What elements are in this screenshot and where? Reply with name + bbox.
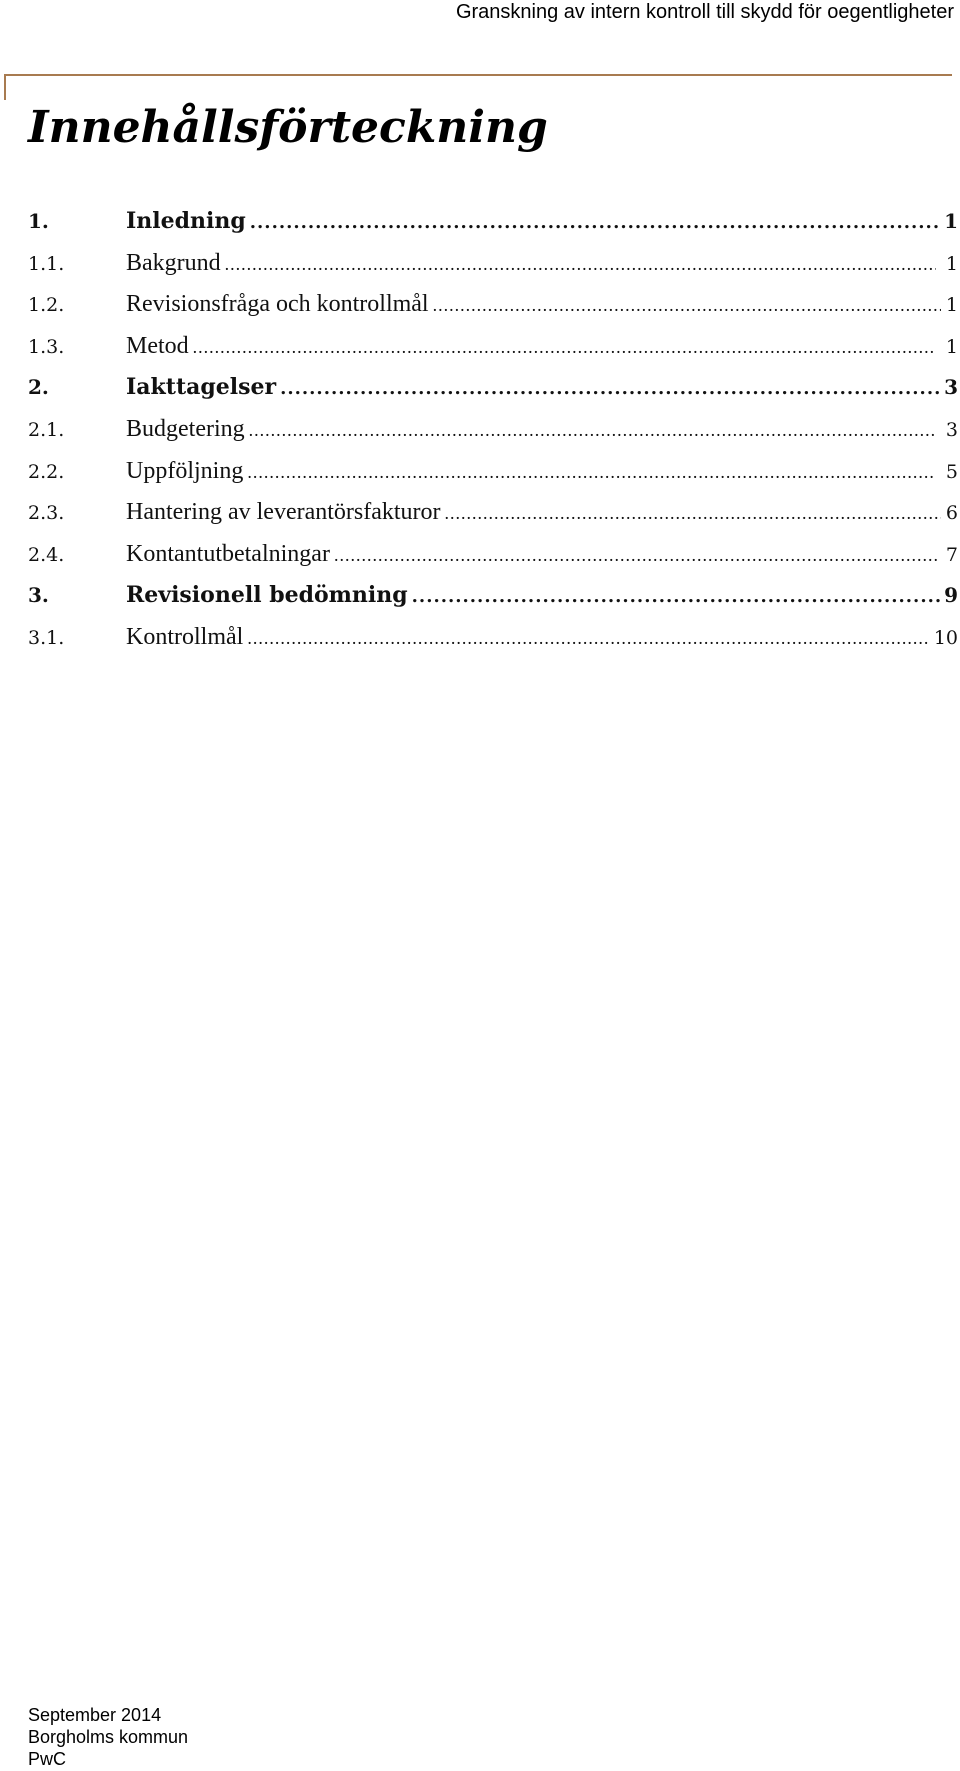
toc-entry-title: Uppföljning xyxy=(126,457,244,484)
toc-entry-number: 1.3. xyxy=(28,335,65,358)
toc-dot-leader xyxy=(247,618,929,660)
toc-entry-page: 9 xyxy=(944,583,958,608)
page-footer xyxy=(28,1704,188,1770)
toc-entry[interactable] xyxy=(28,451,958,493)
toc-entry[interactable] xyxy=(28,409,958,451)
toc-entry-title: Iakttagelser xyxy=(126,374,277,401)
toc-dot-leader xyxy=(280,368,940,410)
toc-entry-page: 7 xyxy=(945,543,958,566)
toc-entry-number: 2.1. xyxy=(28,418,65,441)
toc-entry-title: Revisionsfråga och kontrollmål xyxy=(126,291,429,318)
toc-dot-leader xyxy=(249,410,937,452)
toc-entry-title: Revisionell bedömning xyxy=(126,582,408,609)
toc-dot-leader xyxy=(247,452,936,494)
toc-dot-leader xyxy=(334,535,939,577)
toc-dot-leader xyxy=(445,493,942,535)
toc-entry-page: 1 xyxy=(945,252,958,275)
toc-entry-page: 1 xyxy=(945,335,958,358)
toc-entry-page: 1 xyxy=(945,294,958,317)
toc-entry[interactable] xyxy=(28,617,958,659)
footer-date: September 2014 xyxy=(28,1705,162,1725)
toc-entry-number: 2.3. xyxy=(28,502,65,525)
toc-entry-title: Budgetering xyxy=(126,415,245,442)
header-rule xyxy=(4,74,952,76)
toc-entry-number: 1. xyxy=(28,209,49,233)
toc-entry-page: 3 xyxy=(945,418,958,441)
toc-entry-title: Kontrollmål xyxy=(126,623,244,650)
toc-dot-leader xyxy=(193,327,935,369)
toc-entry[interactable] xyxy=(28,284,958,326)
toc-dot-leader xyxy=(225,244,936,286)
footer-organization: Borgholms kommun xyxy=(28,1727,189,1747)
running-header: Granskning av intern kontroll till skydd för oegentligheter xyxy=(455,1,954,23)
toc-entry-number: 2. xyxy=(28,375,49,400)
toc-entry-title: Kontantutbetalningar xyxy=(126,540,330,567)
footer-company: PwC xyxy=(28,1749,67,1769)
toc-entry[interactable] xyxy=(28,326,958,368)
toc-entry[interactable] xyxy=(28,201,958,243)
toc-entry-page: 3 xyxy=(944,375,958,400)
toc-entry[interactable] xyxy=(28,534,958,576)
toc-entry[interactable] xyxy=(28,575,958,617)
toc-entry-title: Inledning xyxy=(126,208,246,234)
toc-entry-title: Metod xyxy=(126,332,189,359)
toc-entry-number: 1.1. xyxy=(28,252,65,275)
toc-entry-number: 3. xyxy=(28,583,49,608)
toc-entry[interactable] xyxy=(28,492,958,534)
toc-entry[interactable] xyxy=(28,243,958,285)
header-rule-corner xyxy=(4,74,6,100)
toc-entry-page: 10 xyxy=(933,626,958,649)
toc-entry-page: 1 xyxy=(944,209,958,233)
toc-entry-number: 2.4. xyxy=(28,543,65,566)
toc-dot-leader xyxy=(412,576,940,618)
toc-entry-title: Bakgrund xyxy=(126,249,221,276)
toc-entry-number: 3.1. xyxy=(28,626,65,649)
toc-heading: Innehållsförteckning xyxy=(28,102,548,153)
toc-entry-number: 1.2. xyxy=(28,294,65,317)
toc-entry-title: Hantering av leverantörsfakturor xyxy=(126,499,441,526)
toc-entry-page: 5 xyxy=(945,460,958,483)
toc-entry-page: 6 xyxy=(945,502,958,525)
toc-entry[interactable] xyxy=(28,367,958,409)
toc-dot-leader xyxy=(250,202,940,244)
table-of-contents xyxy=(28,201,958,659)
toc-dot-leader xyxy=(433,285,941,327)
toc-entry-number: 2.2. xyxy=(28,460,65,483)
